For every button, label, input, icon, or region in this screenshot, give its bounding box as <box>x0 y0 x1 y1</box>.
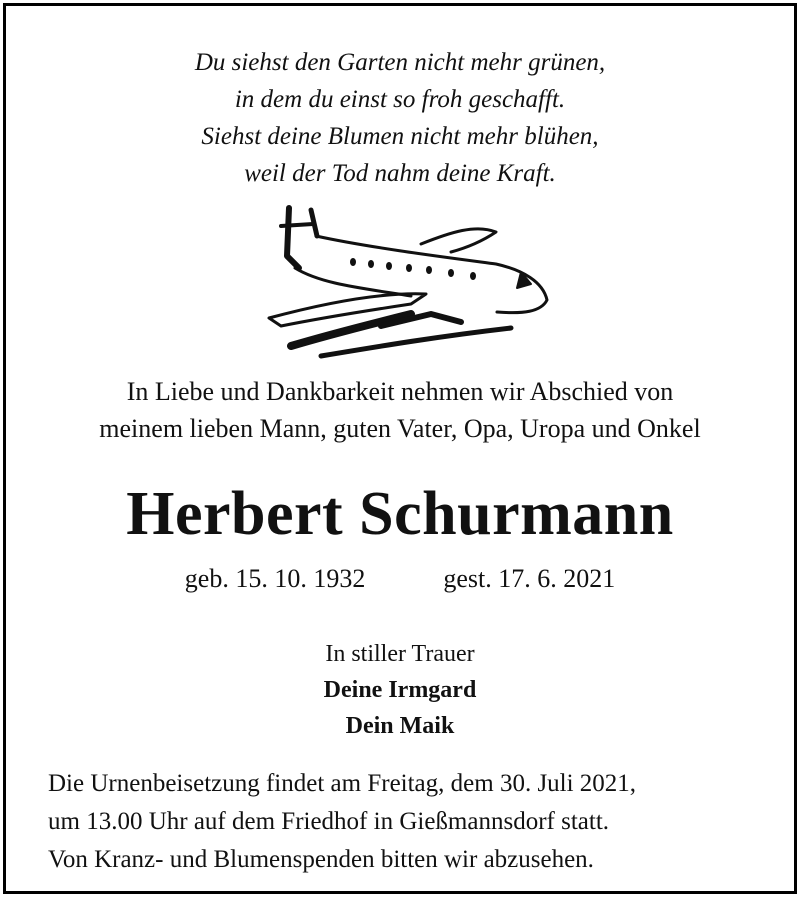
poem-line-3: Siehst deine Blumen nicht mehr blühen, <box>201 123 599 150</box>
mourning-heading: In stiller Trauer <box>325 641 475 667</box>
service-line-3: Von Kranz- und Blumenspenden bitten wir abzusehen. <box>48 846 594 873</box>
farewell-intro <box>6 373 794 447</box>
life-dates <box>6 562 794 596</box>
service-line-2: um 13.00 Uhr auf dem Friedhof in Gießmannsdorf statt. <box>48 808 610 835</box>
memorial-poem <box>6 44 794 192</box>
poem-line-2: in dem du einst so froh geschafft. <box>234 86 566 113</box>
mourner-name: Deine Irmgard <box>323 677 477 703</box>
deceased-name: Herbert Schurmann <box>126 480 674 548</box>
funeral-notice <box>48 765 774 879</box>
death-date: gest. 17. 6. 2021 <box>443 564 616 593</box>
poem-line-4: weil der Tod nahm deine Kraft. <box>244 160 556 187</box>
birth-date: geb. 15. 10. 1932 <box>184 564 366 593</box>
intro-line-2: meinem lieben Mann, guten Vater, Opa, Uropa und Onkel <box>99 414 701 443</box>
mourner-name: Dein Maik <box>345 713 455 739</box>
poem-line-1: Du siehst den Garten nicht mehr grünen, <box>194 49 606 76</box>
obituary-card <box>3 3 797 894</box>
service-line-1: Die Urnenbeisetzung findet am Freitag, dem 30. Juli 2021, <box>48 770 637 797</box>
intro-line-1: In Liebe und Dankbarkeit nehmen wir Abschied von <box>126 377 674 406</box>
airplane-icon <box>261 196 561 366</box>
mourners-block <box>6 636 794 744</box>
